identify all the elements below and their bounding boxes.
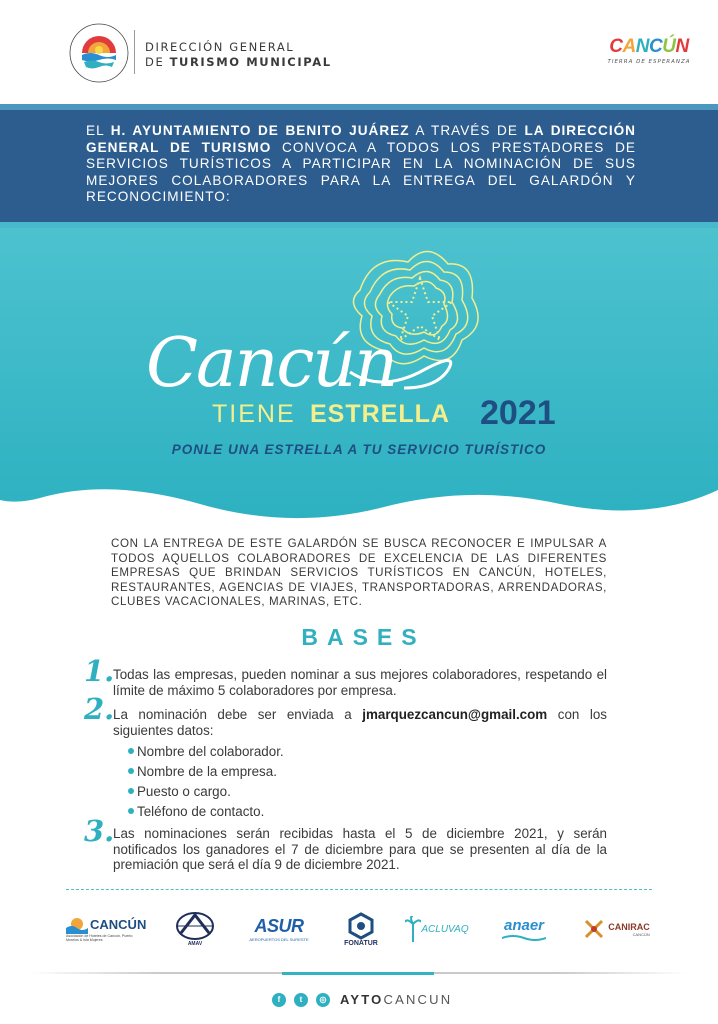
amav-logo: AMAV: [166, 905, 224, 953]
fonatur-emblem-icon: [346, 912, 376, 940]
brand-letter: N: [635, 36, 649, 57]
bases-heading: BASES: [301, 624, 426, 650]
twitter-icon[interactable]: t: [294, 993, 308, 1007]
script-cancun-word: Cancún: [146, 324, 397, 403]
bullet-item: Puesto o cargo.: [128, 784, 231, 799]
header-divider: [134, 30, 135, 74]
header: [0, 0, 718, 104]
municipal-seal-logo: [68, 22, 130, 84]
palm-icon: [405, 916, 421, 942]
social-handle: AYTOCANCUN: [340, 992, 453, 1007]
hotel-association-logo: CANCÚN Asociación de Hoteles de Cancún, Puerto Morelos & Isla Mujeres: [66, 917, 147, 942]
acluvaq-logo: ACLUVAQ: [404, 905, 470, 953]
brand-letter: N: [675, 36, 689, 57]
department-name-line1: DIRECCIÓN GENERAL: [145, 40, 295, 54]
anaer-logo: anaer: [494, 905, 554, 953]
item-number-3: 3.: [84, 814, 115, 848]
bullet-dot: [128, 748, 134, 754]
instagram-icon[interactable]: ◎: [316, 993, 330, 1007]
brand-letter: Ú: [662, 36, 676, 57]
tiene-word: TIENE: [212, 400, 296, 428]
footer-accent: [282, 972, 434, 975]
canirac-logo: CANIRAC CANCÚN: [576, 905, 656, 953]
dashed-divider: [66, 889, 652, 890]
bullet-item: Teléfono de contacto.: [128, 804, 264, 819]
facebook-icon[interactable]: f: [272, 993, 286, 1007]
cancun-brand-logo: [606, 36, 692, 65]
bases-item-2: La nominación debe ser enviada a jmarquezcancun@gmail.com con los siguientes datos:: [113, 707, 607, 738]
year-label: 2021: [480, 394, 556, 432]
item-number-1: 1.: [84, 654, 115, 688]
brand-word: [606, 36, 692, 58]
bullet-item: Nombre del colaborador.: [128, 744, 284, 759]
bullet-item: Nombre de la empresa.: [128, 764, 277, 779]
utensils-icon: [582, 917, 606, 941]
about-paragraph: CON LA ENTREGA DE ESTE GALARDÓN SE BUSCA RECONOCER E IMPULSAR A TODOS AQUELLOS COLABORADORES DE EXCELENCIA DE LAS DIFERENTES EMPRESAS QUE BRINDAN SERVICIOS TURÍSTICOS EN CANCÚN, HOTELES, RESTAURANTES, AGENCIAS DE VIAJES, TRANSPORTADORAS, ARRENDADORAS, CLUBES VACACIONALES, MARINAS, ETC.: [111, 537, 607, 609]
email-link[interactable]: jmarquezcancun@gmail.com: [362, 707, 548, 722]
brand-letter: A: [622, 36, 636, 57]
asur-logo: ASUR AEROPUERTOS DEL SURESTE: [249, 916, 309, 942]
banner-tagline: PONLE UNA ESTRELLA A TU SERVICIO TURÍSTICO: [171, 442, 547, 457]
item-number-2: 2.: [84, 692, 115, 726]
brand-tagline: TIERRA DE ESPERANZA: [607, 59, 691, 65]
bullet-dot: [128, 788, 134, 794]
sun-wave-icon: [66, 916, 88, 934]
fonatur-logo: FONATUR: [336, 905, 386, 953]
wave-icon: [502, 934, 546, 942]
bases-item-1: Todas las empresas, pueden nominar a sus mejores colaboradores, respetando el límite de máximo 5 colaboradores por empresa.: [113, 667, 607, 698]
brand-letter: C: [609, 36, 623, 57]
award-banner: [0, 222, 718, 522]
brand-letter: C: [649, 36, 663, 57]
band-top-strip: [0, 104, 718, 110]
bullet-dot: [128, 768, 134, 774]
bullet-dot: [128, 808, 134, 814]
sponsor-logos: [66, 905, 656, 953]
estrella-word: ESTRELLA: [310, 400, 450, 428]
bases-item-3: Las nominaciones serán recibidas hasta el 5 de diciembre 2021, y serán notificados los ganadores el 7 de diciembre para que se presenten al día de la premiación que será el día 9 de diciembre 2021.: [113, 826, 607, 872]
department-name-line2: DE TURISMO MUNICIPAL: [145, 55, 332, 69]
intro-text: EL H. AYUNTAMIENTO DE BENITO JUÁREZ A TRAVÉS DE LA DIRECCIÓN GENERAL DE TURISMO CONVOCA A TODOS LOS PRESTADORES DE SERVICIOS TURÍSTICOS A PARTICIPAR EN LA NOMINACIÓN DE SUS MEJORES COLABORADORES PARA LA ENTREGA DEL GALARDÓN Y RECONOCIMIENTO:: [86, 123, 636, 204]
globe-icon: [175, 911, 215, 941]
